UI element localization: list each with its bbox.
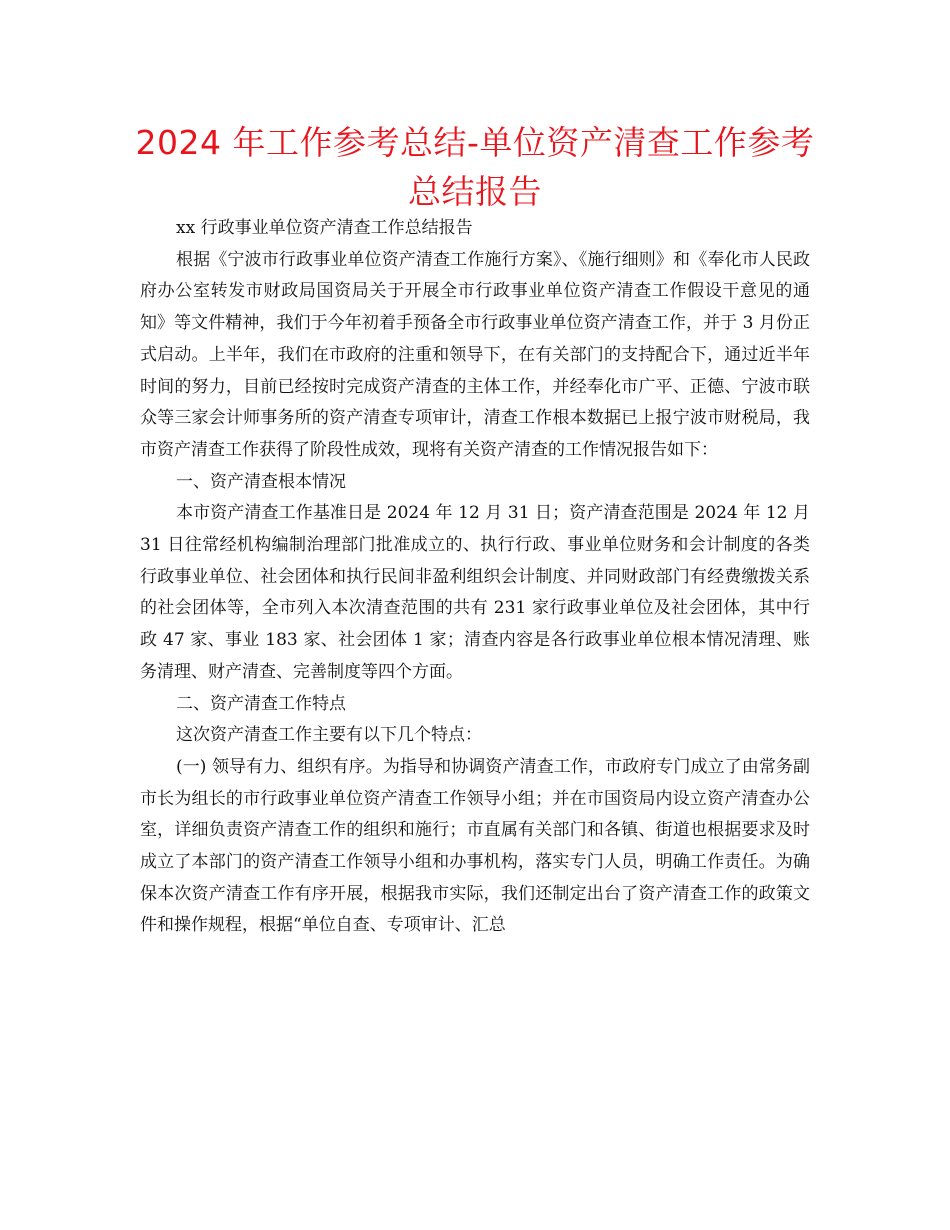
paragraph-features-intro: 这次资产清查工作主要有以下几个特点： <box>176 725 482 746</box>
paragraph-feature-one: (一) 领导有力、组织有序。为指导和协调资产清查工作，市政府专门成立了由常务副市长为组长的市行政事业单位资产清查工作领导小组；并在市国资局内设立资产清查办公室，详细负责资产清查工作的组织和施行；市直属有关部门和各镇、街道也根据要求及时成立了本部门的资产清查工作领导小组和办事机构，落实专门人员，明确工作责任。为确保本次资产清查工作有序开展，根据我市实际，我们还制定出台了资产清查工作的政策文件和操作规程，根据“单位自查、专项审计、汇总 <box>140 756 810 936</box>
document-title: 2024 年工作参考总结-单位资产清查工作参考总结报告 <box>135 123 815 211</box>
paragraph-basic-situation: 本市资产清查工作基准日是 2024 年 12 月 31 日；资产清查范围是 2024 年 12 月 31 日往常经机构编制治理部门批准成立的、执行行政、事业单位财务和会计制度的各类行政事业单位、社会团体和执行民间非盈利组织会计制度、并同财政部门有经费缴拨关系的社会团体等，全市列入本次清查范围的共有 231 家行政事业单位及社会团体，其中行政 47 家、事业 183 家、社会团体 1 家；清查内容是各行政事业单位根本情况清理、账务清理、财产清查、完善制度等四个方面。 <box>140 503 810 682</box>
paragraph-intro: 根据《宁波市行政事业单位资产清查工作施行方案》、《施行细则》和《奉化市人民政府办公室转发市财政局国资局关于开展全市行政事业单位资产清查工作假设干意见的通知》等文件精神，我们于今年初着手预备全市行政事业单位资产清查工作，并于 3 月份正式启动。上半年，我们在市政府的注重和领导下，在有关部门的支持配合下，通过近半年时间的努力，目前已经按时完成资产清查的主体工作，并经奉化市广平、正德、宁波市联众等三家会计师事务所的资产清查专项审计，清查工作根本数据已上报宁波市财税局，我市资产清查工作获得了阶段性成效，现将有关资产清查的工作情况报告如下： <box>140 249 810 460</box>
document-body <box>140 213 810 942</box>
section-heading-features: 二、资产清查工作特点 <box>176 693 346 714</box>
section-heading-basic-situation: 一、资产清查根本情况 <box>176 471 346 492</box>
paragraph-subtitle: xx 行政事业单位资产清查工作总结报告 <box>176 218 473 238</box>
